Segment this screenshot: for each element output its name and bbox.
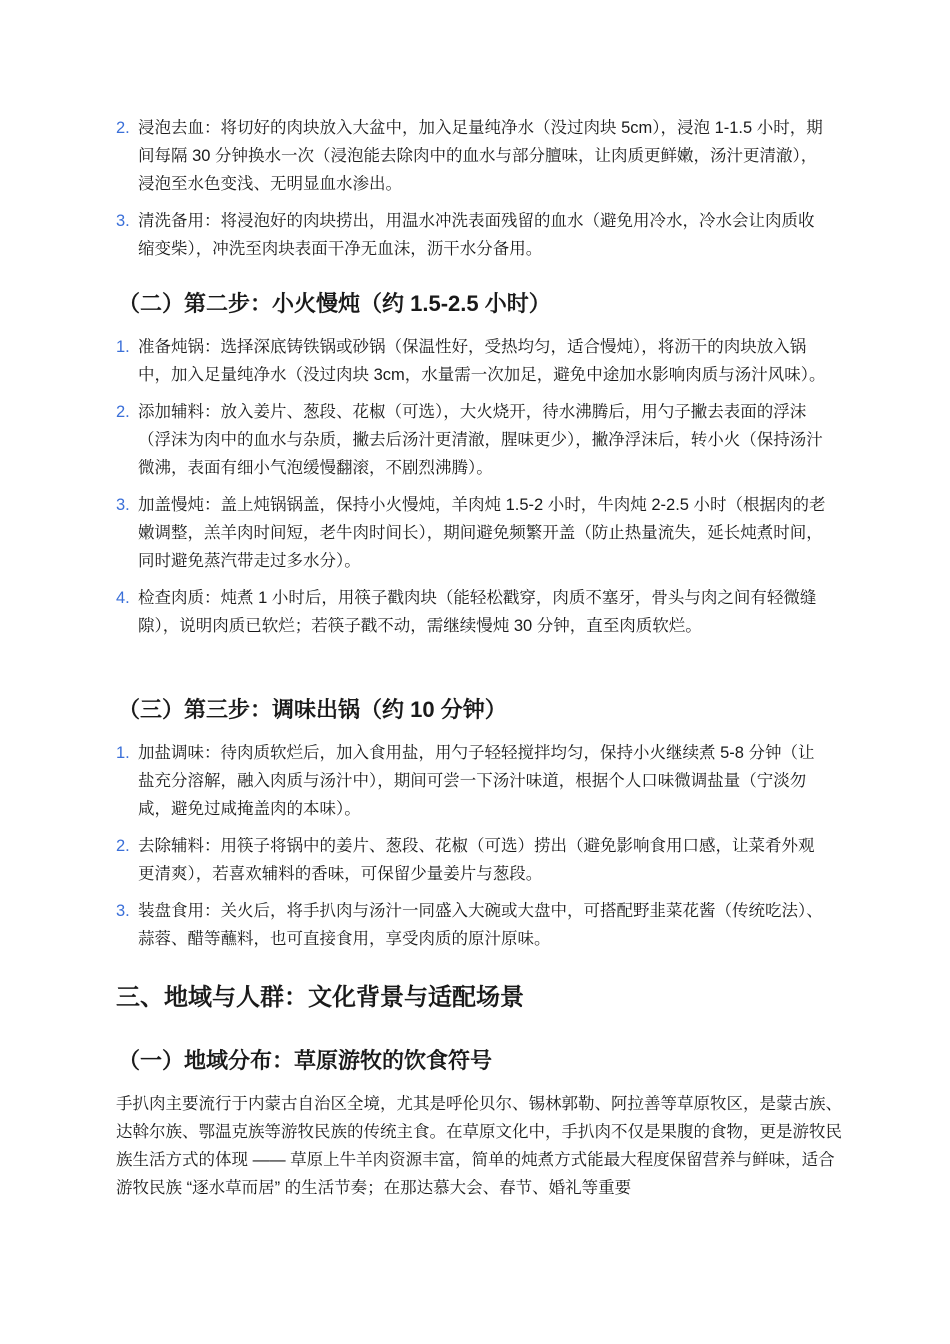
list-number: 1. (116, 744, 130, 762)
list-item (116, 584, 828, 640)
list-item (116, 333, 828, 389)
list-item-text: 浸泡去血：将切好的肉块放入大盆中，加入足量纯净水（没过肉块 5cm），浸泡 1-1.5 小时，期间每隔 30 分钟换水一次（浸泡能去除肉中的血水与部分膻味，让肉质更鲜嫩，汤汁更清澈），浸泡至水色变浅、无明显血水渗出。 (138, 119, 823, 193)
list-number: 1. (116, 338, 130, 356)
list-item (116, 832, 828, 888)
list-item-text: 检查肉质：炖煮 1 小时后，用筷子戳肉块（能轻松戳穿，肉质不塞牙，骨头与肉之间有轻微缝隙），说明肉质已软烂；若筷子戳不动，需继续慢炖 30 分钟，直至肉质软烂。 (138, 589, 817, 635)
list-number: 4. (116, 589, 130, 607)
list-item (116, 114, 828, 198)
list-item-text: 去除辅料：用筷子将锅中的姜片、葱段、花椒（可选）捞出（避免影响食用口感，让菜肴外观更清爽），若喜欢辅料的香味，可保留少量姜片与葱段。 (138, 837, 815, 883)
list-item (116, 739, 828, 823)
list-item (116, 897, 828, 953)
section3-heading: 三、地域与人群：文化背景与适配场景 (116, 984, 524, 1011)
list-item-text: 清洗备用：将浸泡好的肉块捞出，用温水冲洗表面残留的血水（避免用冷水，冷水会让肉质收缩变柴），冲洗至肉块表面干净无血沫，沥干水分备用。 (138, 212, 815, 258)
list-number: 3. (116, 902, 130, 920)
list-item-text: 加盐调味：待肉质软烂后，加入食用盐，用勺子轻轻搅拌均匀，保持小火继续煮 5-8 分钟（让盐充分溶解，融入肉质与汤汁中），期间可尝一下汤汁味道，根据个人口味微调盐量（宁淡勿咸，避免过咸掩盖肉的本味）。 (138, 744, 815, 818)
sub1-heading: （一）地域分布：草原游牧的饮食符号 (118, 1048, 493, 1073)
list-number: 3. (116, 496, 130, 514)
list-number: 2. (116, 403, 130, 421)
step1-list (116, 114, 828, 272)
list-number: 2. (116, 119, 130, 137)
list-item-text: 加盖慢炖：盖上炖锅锅盖，保持小火慢炖，羊肉炖 1.5-2 小时，牛肉炖 2-2.5 小时（根据肉的老嫩调整，羔羊肉时间短，老牛肉时间长），期间避免频繁开盖（防止热量流失，延长炖煮时间，同时避免蒸汽带走过多水分）。 (138, 496, 826, 570)
list-number: 2. (116, 837, 130, 855)
list-item-text: 添加辅料：放入姜片、葱段、花椒（可选），大火烧开，待水沸腾后，用勺子撇去表面的浮沫（浮沫为肉中的血水与杂质，撇去后汤汁更清澈，腥味更少），撇净浮沫后，转小火（保持汤汁微沸，表面有细小气泡缓慢翻滚，不剧烈沸腾）。 (138, 403, 823, 477)
list-number: 3. (116, 212, 130, 230)
step2-heading: （二）第二步：小火慢炖（约 1.5-2.5 小时） (118, 291, 551, 316)
step3-heading: （三）第三步：调味出锅（约 10 分钟） (118, 697, 507, 722)
list-item-text: 准备炖锅：选择深底铸铁锅或砂锅（保温性好，受热均匀，适合慢炖），将沥干的肉块放入锅中，加入足量纯净水（没过肉块 3cm，水量需一次加足，避免中途加水影响肉质与汤汁风味）。 (138, 338, 826, 384)
list-item (116, 491, 828, 575)
step3-list (116, 739, 828, 962)
step2-list (116, 333, 828, 649)
list-item (116, 398, 828, 482)
list-item-text: 装盘食用：关火后，将手扒肉与汤汁一同盛入大碗或大盘中，可搭配野韭菜花酱（传统吃法）、蒜蓉、醋等蘸料，也可直接食用，享受肉质的原汁原味。 (138, 902, 823, 948)
sub1-paragraph: 手扒肉主要流行于内蒙古自治区全境，尤其是呼伦贝尔、锡林郭勒、阿拉善等草原牧区，是蒙古族、达斡尔族、鄂温克族等游牧民族的传统主食。在草原文化中，手扒肉不仅是果腹的食物，更是游牧民族生活方式的体现 —— 草原上牛羊肉资源丰富，简单的炖煮方式能最大程度保留营养与鲜味，适合游牧民族 “逐水草而居” 的生活节奏；在那达慕大会、春节、婚礼等重要 (116, 1095, 842, 1197)
list-item (116, 207, 828, 263)
